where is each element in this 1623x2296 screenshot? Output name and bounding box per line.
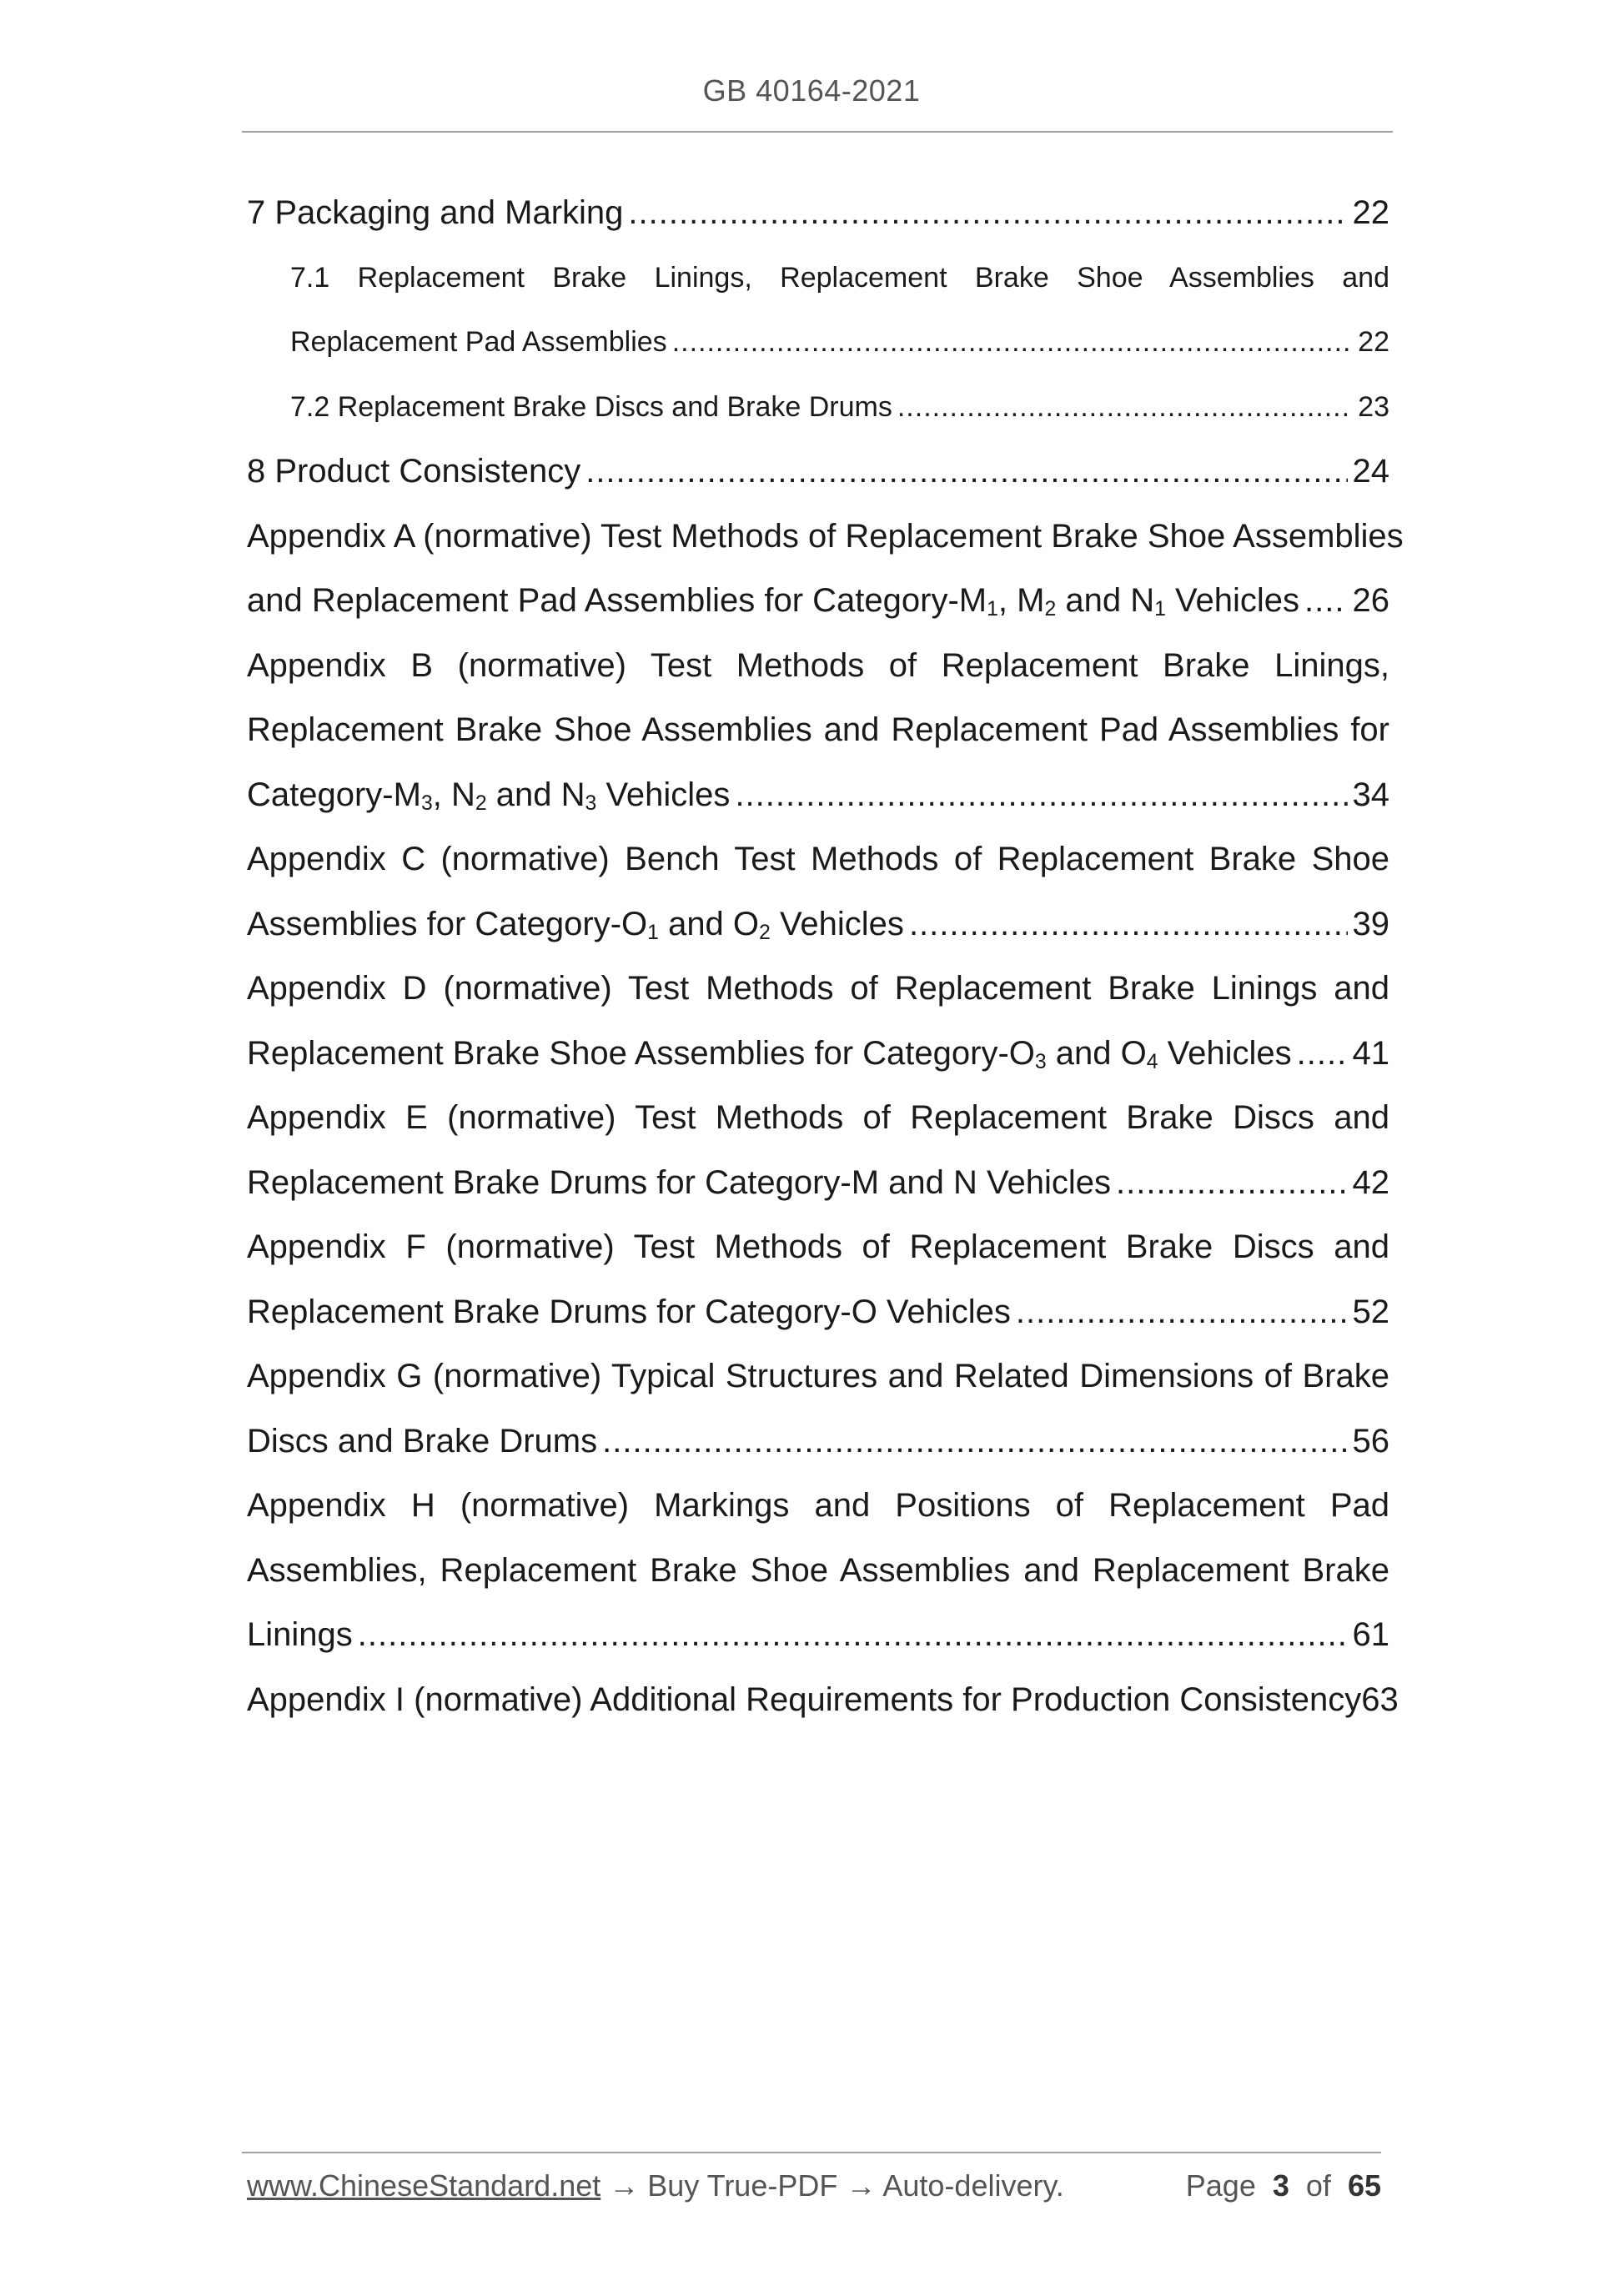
toc-entry-text: Appendix G (normative) Typical Structures and Related Dimensions of Brake	[247, 1358, 1389, 1394]
page-footer	[247, 2168, 1381, 2203]
page-indicator	[1186, 2168, 1381, 2203]
toc-entry-text: 7.2 Replacement Brake Discs and Brake Drums	[290, 390, 892, 423]
toc-leader-dots	[585, 445, 1347, 497]
total-page-count: 65	[1347, 2168, 1381, 2203]
current-page-number: 3	[1272, 2168, 1289, 2203]
toc-leader-dots	[1297, 1027, 1348, 1079]
toc-leader-dots	[735, 769, 1347, 821]
buy-true-pdf-text: Buy True-PDF	[647, 2168, 838, 2203]
toc-entry-appendix-a[interactable]	[247, 510, 1404, 575]
toc-entry-text: Appendix H (normative) Markings and Positions of Replacement Pad	[247, 1487, 1389, 1524]
toc-page-number: 39	[1352, 905, 1389, 942]
toc-leader-dots	[602, 1415, 1347, 1467]
toc-entry-text: Appendix B (normative) Test Methods of Replacement Brake Linings,	[247, 646, 1389, 684]
toc-entry-appendix-c-cont[interactable]	[247, 898, 1389, 963]
toc-entry-text: Appendix E (normative) Test Methods of Replacement Brake Discs and	[247, 1099, 1389, 1136]
toc-entry-appendix-b-cont[interactable]	[247, 704, 1389, 769]
toc-entry-appendix-e[interactable]	[247, 1092, 1389, 1157]
toc-leader-dots	[358, 1609, 1348, 1660]
toc-page-number: 23	[1358, 390, 1389, 423]
toc-entry-appendix-a-cont[interactable]	[247, 575, 1389, 640]
toc-leader-dots	[628, 187, 1347, 239]
toc-page-number: 41	[1352, 1034, 1389, 1072]
toc-page-number: 61	[1352, 1616, 1389, 1653]
toc-leader-dots	[1016, 1286, 1348, 1338]
toc-entry-text: Appendix A (normative) Test Methods of Replacement Brake Shoe Assemblies	[247, 517, 1404, 555]
toc-entry-text: Appendix D (normative) Test Methods of Replacement Brake Linings and	[247, 970, 1389, 1007]
toc-entry-text: Appendix F (normative) Test Methods of Replacement Brake Discs and	[247, 1228, 1389, 1265]
toc-entry-appendix-b-cont2[interactable]	[247, 769, 1389, 834]
arrow-right-icon: →	[846, 2168, 877, 2203]
header-divider	[242, 131, 1393, 133]
document-header-title: GB 40164-2021	[702, 73, 921, 108]
toc-page-number: 24	[1352, 453, 1389, 490]
toc-entry-text: 7 Packaging and Marking	[247, 194, 624, 231]
toc-leader-dots	[1304, 575, 1348, 626]
toc-entry-appendix-i[interactable]	[247, 1674, 1399, 1739]
toc-page-number: 34	[1352, 776, 1389, 813]
page-of-label: of	[1305, 2168, 1331, 2203]
toc-leader-dots	[897, 381, 1353, 433]
toc-entry-appendix-d-cont[interactable]	[247, 1027, 1389, 1093]
toc-entry-text: Replacement Brake Drums for Category-O Vehicles	[247, 1293, 1011, 1330]
toc-entry-text: Appendix I (normative) Additional Requirements for Production Consistency	[247, 1681, 1362, 1718]
toc-entry-text: Appendix C (normative) Bench Test Methods of Replacement Brake Shoe	[247, 841, 1389, 877]
page-label: Page	[1185, 2168, 1256, 2203]
toc-page-number: 52	[1352, 1293, 1389, 1330]
toc-entry-appendix-f-cont[interactable]	[247, 1286, 1389, 1351]
toc-page-number: 42	[1352, 1163, 1389, 1201]
toc-entry-text: Discs and Brake Drums	[247, 1422, 598, 1459]
toc-entry-text: Assemblies for Category-$O_1$ and $O_2$ Vehicles	[247, 905, 904, 944]
toc-entry-appendix-h-cont[interactable]	[247, 1545, 1389, 1610]
toc-entry-appendix-g-cont[interactable]	[247, 1415, 1389, 1480]
website-link[interactable]: www.ChineseStandard.net	[247, 2168, 601, 2203]
toc-page-number: 63	[1361, 1681, 1399, 1718]
toc-entry-7-1[interactable]	[247, 252, 1389, 317]
toc-entry-appendix-d[interactable]	[247, 962, 1389, 1027]
toc-leader-dots	[1116, 1157, 1348, 1208]
footer-promo	[247, 2168, 1064, 2203]
toc-entry-7[interactable]	[247, 187, 1389, 252]
footer-divider	[242, 2152, 1381, 2153]
toc-entry-text: 7.1 Replacement Brake Linings, Replacement Brake Shoe Assemblies and	[290, 261, 1389, 294]
toc-entry-7-2[interactable]	[247, 381, 1389, 446]
toc-entry-text: Replacement Brake Drums for Category-M and N Vehicles	[247, 1163, 1111, 1201]
toc-entry-appendix-e-cont[interactable]	[247, 1157, 1389, 1222]
toc-page-number: 22	[1358, 326, 1389, 358]
toc-leader-dots	[672, 316, 1353, 368]
toc-entry-appendix-c[interactable]	[247, 833, 1389, 898]
toc-entry-appendix-g[interactable]	[247, 1350, 1389, 1415]
auto-delivery-text: Auto-delivery.	[882, 2168, 1064, 2203]
toc-page-number: 56	[1352, 1422, 1389, 1459]
toc-entry-appendix-h-cont2[interactable]	[247, 1609, 1389, 1674]
toc-entry-text: Linings	[247, 1616, 353, 1653]
toc-entry-7-1-cont[interactable]	[247, 316, 1389, 381]
arrow-right-icon: →	[609, 2168, 640, 2203]
table-of-contents	[247, 187, 1404, 1738]
toc-page-number: 22	[1352, 194, 1389, 231]
toc-leader-dots	[909, 898, 1348, 950]
toc-entry-text: Category-$M_3$, $N_2$ and $N_3$ Vehicles	[247, 776, 731, 815]
toc-entry-text: 8 Product Consistency	[247, 453, 581, 490]
toc-entry-appendix-f[interactable]	[247, 1221, 1389, 1286]
toc-page-number: 26	[1352, 582, 1389, 619]
toc-entry-text: Replacement Pad Assemblies	[290, 326, 667, 358]
toc-entry-text: Replacement Brake Shoe Assemblies for Category-$O_3$ and $O_4$ Vehicles	[247, 1034, 1292, 1073]
toc-entry-text: and Replacement Pad Assemblies for Category-$M_1$, $M_2$ and $N_1$ Vehicles	[247, 582, 1299, 620]
toc-entry-text: Assemblies, Replacement Brake Shoe Assemblies and Replacement Brake	[247, 1551, 1389, 1589]
toc-entry-appendix-b[interactable]	[247, 640, 1389, 705]
toc-entry-8[interactable]	[247, 445, 1389, 510]
toc-entry-appendix-h[interactable]	[247, 1480, 1389, 1545]
toc-entry-text: Replacement Brake Shoe Assemblies and Replacement Pad Assemblies for	[247, 711, 1389, 748]
